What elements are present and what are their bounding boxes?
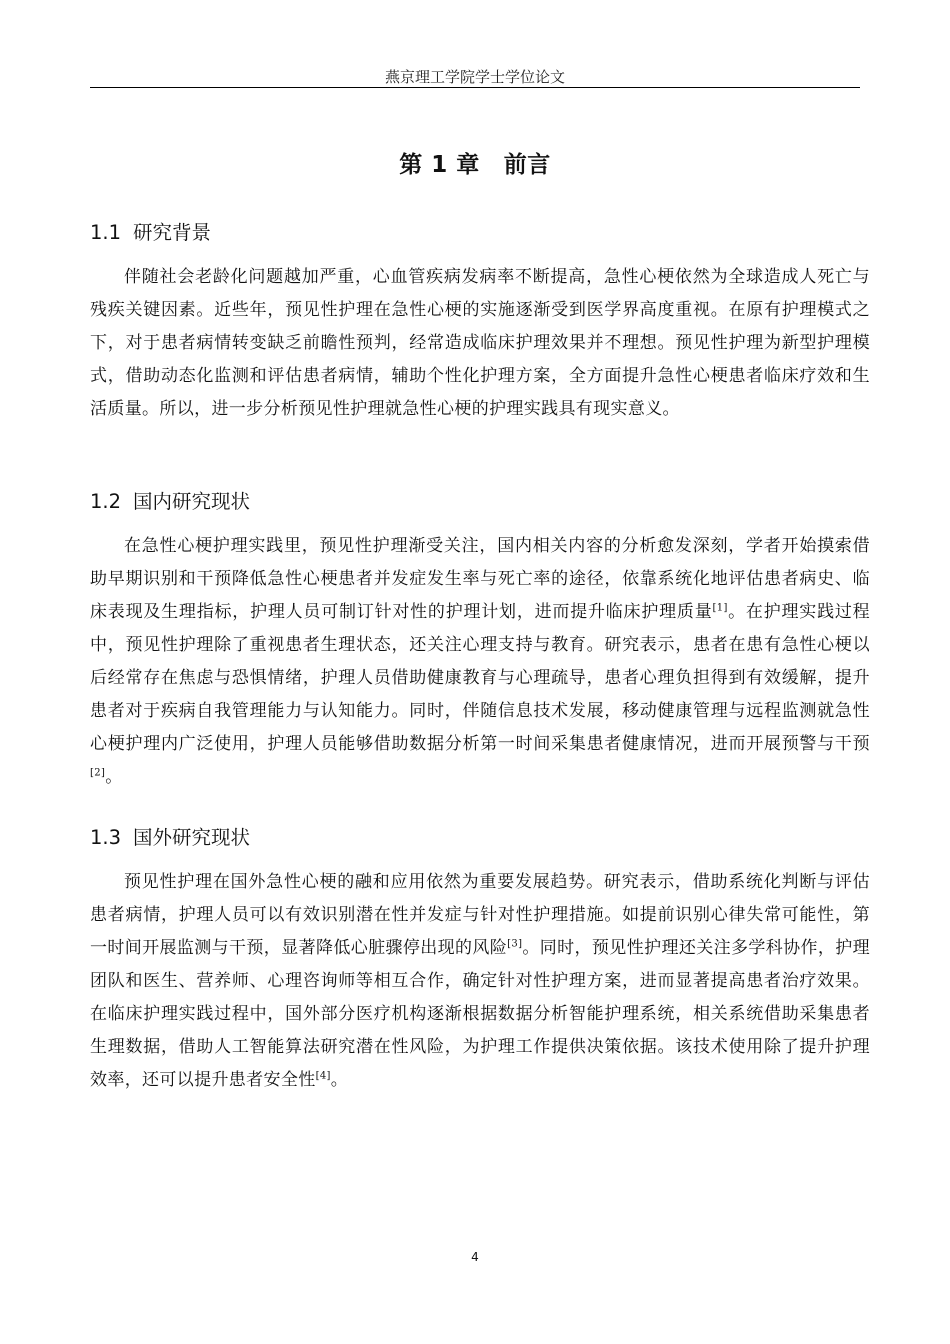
citation-ref: [3] [507, 938, 523, 950]
section-heading [90, 490, 870, 530]
section-foreign-research [90, 826, 870, 1097]
chapter-number: 第 1 章 [399, 152, 480, 178]
section-domestic-research [90, 490, 870, 794]
chapter-heading [90, 146, 860, 179]
section-title: 国内研究现状 [133, 490, 251, 513]
section-heading [90, 826, 870, 866]
paragraph-text: 预见性护理在国外急性心梗的融和应用依然为重要发展趋势。研究表示，借助系统化判断与评估患者病情，护理人员可以有效识别潜在性并发症与针对性护理措施。如提前识别心律失常可能性，第一时间开展监测与干预，显著降低心脏骤停出现的风险 [90, 872, 870, 958]
section-number: 1.2 [90, 490, 122, 513]
section-background [90, 221, 870, 426]
paragraph-text: 。同时，预见性护理还关注多学科协作，护理团队和医生、营养师、心理咨询师等相互合作，确定针对性护理方案，进而显著提高患者治疗效果。在临床护理实践过程中，国外部分医疗机构逐渐根据数据分析智能护理系统，相关系统借助采集患者生理数据，借助人工智能算法研究潜在性风险，为护理工作提供决策依据。该技术使用除了提升护理效率，还可以提升患者安全性 [90, 938, 870, 1090]
section-title: 国外研究现状 [133, 826, 251, 849]
section-title: 研究背景 [133, 221, 212, 244]
section-number: 1.1 [90, 221, 122, 244]
paragraph-text: 。在护理实践过程中，预见性护理除了重视患者生理状态，还关注心理支持与教育。研究表示，患者在患有急性心梗以后经常存在焦虑与恐惧情绪，护理人员借助健康教育与心理疏导，患者心理负担得到有效缓解，提升患者对于疾病自我管理能力与认知能力。同时，伴随信息技术发展，移动健康管理与远程监测就急性心梗护理内广泛使用，护理人员能够借助数据分析第一时间采集患者健康情况，进而开展预警与干预 [90, 602, 870, 754]
section-paragraph [90, 866, 870, 1097]
section-heading [90, 221, 870, 261]
chapter-title: 前言 [503, 152, 551, 178]
citation-ref: [1] [712, 602, 728, 614]
section-paragraph [90, 530, 870, 794]
running-header: 燕京理工学院学士学位论文 [384, 68, 565, 86]
paragraph-text: 在急性心梗护理实践里，预见性护理渐受关注，国内相关内容的分析愈发深刻，学者开始摸索借助早期识别和干预降低急性心梗患者并发症发生率与死亡率的途径，依靠系统化地评估患者病史、临床表现及生理指标，护理人员可制订针对性的护理计划，进而提升临床护理质量 [90, 536, 870, 622]
citation-ref: [2] [90, 767, 106, 779]
paragraph-text: 。 [330, 1070, 349, 1090]
page-number: 4 [471, 1250, 479, 1264]
citation-ref: [4] [315, 1070, 331, 1082]
header-rule [90, 87, 860, 88]
paragraph-text: 。 [105, 767, 123, 787]
section-paragraph: 伴随社会老龄化问题越加严重，心血管疾病发病率不断提高，急性心梗依然为全球造成人死亡与残疾关键因素。近些年，预见性护理在急性心梗的实施逐渐受到医学界高度重视。在原有护理模式之下，对于患者病情转变缺乏前瞻性预判，经常造成临床护理效果并不理想。预见性护理为新型护理模式，借助动态化监测和评估患者病情，辅助个性化护理方案，全方面提升急性心梗患者临床疗效和生活质量。所以，进一步分析预见性护理就急性心梗的护理实践具有现实意义。 [90, 267, 870, 419]
section-number: 1.3 [90, 826, 122, 849]
